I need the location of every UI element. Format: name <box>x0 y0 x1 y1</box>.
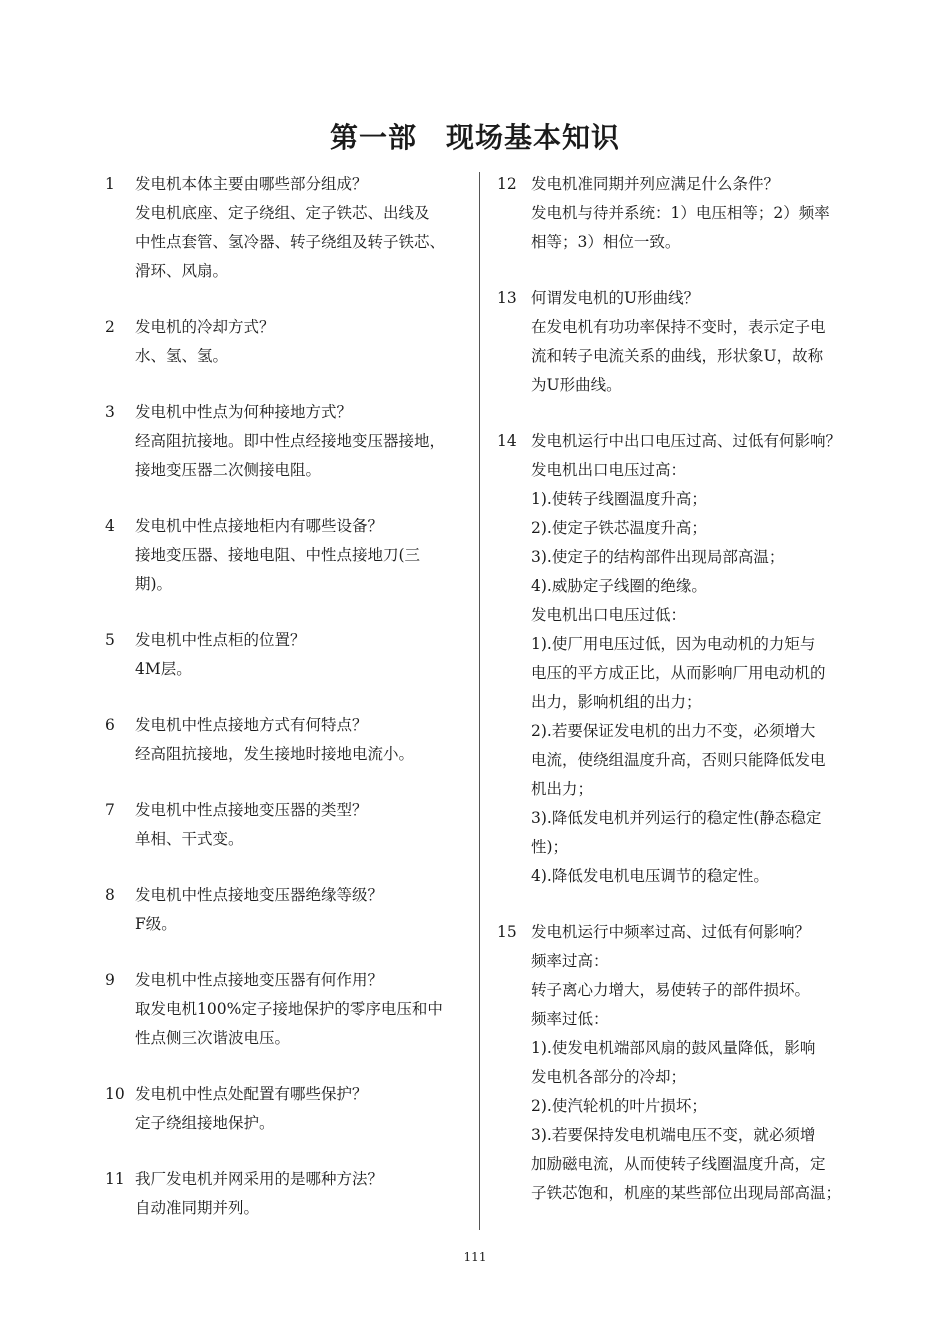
answer-line: 经高阻抗接地。即中性点经接地变压器接地， <box>135 432 446 450</box>
answer-text <box>135 910 470 939</box>
question-text: 何谓发电机的U形曲线？ <box>531 289 700 307</box>
answer-line: 电压的平方成正比，从而影响厂用电动机的 <box>531 664 826 682</box>
question-text: 发电机中性点为何种接地方式？ <box>135 403 353 421</box>
answer-line: 发电机出口电压过低： <box>531 606 687 624</box>
answer-line: 中性点套管、氢冷器、转子绕组及转子铁芯、 <box>135 233 446 251</box>
answer-line: 1).使转子线圈温度升高； <box>531 490 707 508</box>
answer-text <box>531 456 862 891</box>
right-column <box>497 170 862 1235</box>
column-divider <box>479 172 480 1230</box>
qa-body <box>135 796 470 854</box>
answer-line: 加励磁电流，从而使转子线圈温度升高，定 <box>531 1155 826 1173</box>
qa-body <box>135 881 470 939</box>
question-text: 发电机中性点接地变压器有何作用？ <box>135 971 384 989</box>
answer-line: 发电机底座、定子绕组、定子铁芯、出线及 <box>135 204 430 222</box>
question-number: 10 <box>105 1085 125 1103</box>
answer-text <box>135 655 470 684</box>
qa-body <box>135 626 470 684</box>
question-text: 发电机的冷却方式？ <box>135 318 275 336</box>
qa-item <box>105 1080 470 1138</box>
question-text: 我厂发电机并网采用的是哪种方法？ <box>135 1170 384 1188</box>
qa-item <box>497 170 862 257</box>
qa-body <box>135 1165 470 1223</box>
qa-body <box>531 427 862 891</box>
question-number: 2 <box>105 318 115 336</box>
question-number: 15 <box>497 923 517 941</box>
answer-line: 水、氢、氢。 <box>135 347 229 365</box>
answer-line: 流和转子电流关系的曲线，形状象U，故称 <box>531 347 824 365</box>
answer-line: 1).使发电机端部风扇的鼓风量降低，影响 <box>531 1039 816 1057</box>
qa-body <box>135 966 470 1053</box>
answer-text <box>135 199 470 286</box>
answer-line: 在发电机有功功率保持不变时，表示定子电 <box>531 318 826 336</box>
qa-body <box>135 711 470 769</box>
answer-text <box>135 1194 470 1223</box>
question-text: 发电机本体主要由哪些部分组成？ <box>135 175 368 193</box>
answer-line: 接地变压器二次侧接电阻。 <box>135 461 322 479</box>
answer-text <box>135 541 470 599</box>
answer-text <box>531 947 862 1208</box>
qa-body <box>135 313 470 371</box>
question-text: 发电机中性点接地柜内有哪些设备？ <box>135 517 384 535</box>
question-number: 4 <box>105 517 115 535</box>
answer-line: 取发电机100%定子接地保护的零序电压和中 <box>135 1000 443 1018</box>
answer-line: 发电机与待并系统：1）电压相等；2）频率 <box>531 204 830 222</box>
qa-body <box>135 398 470 485</box>
question-number: 6 <box>105 716 115 734</box>
question-number: 7 <box>105 801 115 819</box>
answer-line: 电流，使绕组温度升高，否则只能降低发电 <box>531 751 826 769</box>
answer-line: 性点侧三次谐波电压。 <box>135 1029 291 1047</box>
answer-line: 4).降低发电机电压调节的稳定性。 <box>531 867 769 885</box>
question-number: 11 <box>105 1170 125 1188</box>
question-text: 发电机中性点接地变压器绝缘等级？ <box>135 886 384 904</box>
qa-body <box>531 918 862 1208</box>
question-text: 发电机中性点接地方式有何特点？ <box>135 716 368 734</box>
qa-body <box>135 512 470 599</box>
question-number: 3 <box>105 403 115 421</box>
question-text: 发电机中性点接地变压器的类型？ <box>135 801 368 819</box>
answer-text <box>135 825 470 854</box>
answer-text <box>135 995 470 1053</box>
answer-text <box>135 342 470 371</box>
qa-item <box>105 626 470 684</box>
qa-item <box>105 796 470 854</box>
answer-text <box>135 1109 470 1138</box>
answer-line: 转子离心力增大，易使转子的部件损坏。 <box>531 981 811 999</box>
answer-line: 发电机各部分的冷却； <box>531 1068 687 1086</box>
answer-line: 为U形曲线。 <box>531 376 622 394</box>
qa-item <box>497 284 862 400</box>
answer-line: 4).威胁定子线圈的绝缘。 <box>531 577 707 595</box>
question-text: 发电机中性点处配置有哪些保护？ <box>135 1085 368 1103</box>
qa-body <box>531 170 862 257</box>
left-column <box>105 170 470 1250</box>
answer-line: 4M层。 <box>135 660 192 678</box>
answer-line: 1).使厂用电压过低，因为电动机的力矩与 <box>531 635 816 653</box>
question-text: 发电机中性点柜的位置？ <box>135 631 306 649</box>
qa-item <box>105 398 470 485</box>
qa-item <box>497 918 862 1208</box>
answer-line: 出力，影响机组的出力； <box>531 693 702 711</box>
question-number: 14 <box>497 432 517 450</box>
question-number: 12 <box>497 175 517 193</box>
question-number: 9 <box>105 971 115 989</box>
qa-item <box>105 881 470 939</box>
answer-line: 性)； <box>531 838 569 856</box>
answer-line: 子铁芯饱和，机座的某些部位出现局部高温； <box>531 1184 842 1202</box>
answer-line: 定子绕组接地保护。 <box>135 1114 275 1132</box>
question-number: 1 <box>105 175 115 193</box>
qa-item <box>105 313 470 371</box>
qa-item <box>105 711 470 769</box>
answer-line: 机出力； <box>531 780 594 798</box>
qa-item <box>497 427 862 891</box>
answer-line: 接地变压器、接地电阻、中性点接地刀(三 <box>135 546 421 564</box>
answer-line: 频率过高： <box>531 952 609 970</box>
question-text: 发电机准同期并列应满足什么条件？ <box>531 175 780 193</box>
answer-line: 发电机出口电压过高： <box>531 461 687 479</box>
qa-item <box>105 512 470 599</box>
page-title: 第一部 现场基本知识 <box>329 121 620 154</box>
question-number: 5 <box>105 631 115 649</box>
answer-line: 3).使定子的结构部件出现局部高温； <box>531 548 785 566</box>
answer-text <box>531 313 862 400</box>
answer-line: 滑环、风扇。 <box>135 262 229 280</box>
answer-text <box>135 427 470 485</box>
question-text: 发电机运行中频率过高、过低有何影响？ <box>531 923 811 941</box>
answer-line: 3).降低发电机并列运行的稳定性(静态稳定 <box>531 809 822 827</box>
qa-item <box>105 170 470 286</box>
answer-line: 3).若要保持发电机端电压不变，就必须增 <box>531 1126 816 1144</box>
answer-text <box>531 199 862 257</box>
answer-line: 自动准同期并列。 <box>135 1199 260 1217</box>
qa-item <box>105 1165 470 1223</box>
qa-body <box>531 284 862 400</box>
answer-line: 单相、干式变。 <box>135 830 244 848</box>
answer-line: 频率过低： <box>531 1010 609 1028</box>
question-text: 发电机运行中出口电压过高、过低有何影响？ <box>531 432 842 450</box>
question-number: 8 <box>105 886 115 904</box>
answer-line: 相等；3）相位一致。 <box>531 233 681 251</box>
answer-line: 经高阻抗接地，发生接地时接地电流小。 <box>135 745 415 763</box>
qa-item <box>105 966 470 1053</box>
answer-line: 2).使定子铁芯温度升高； <box>531 519 707 537</box>
answer-text <box>135 740 470 769</box>
page-number: 111 <box>463 1250 487 1264</box>
answer-line: 期)。 <box>135 575 173 593</box>
qa-body <box>135 1080 470 1138</box>
answer-line: 2).若要保证发电机的出力不变，必须增大 <box>531 722 816 740</box>
question-number: 13 <box>497 289 517 307</box>
answer-line: 2).使汽轮机的叶片损坏； <box>531 1097 707 1115</box>
qa-body <box>135 170 470 286</box>
answer-line: F级。 <box>135 915 177 933</box>
